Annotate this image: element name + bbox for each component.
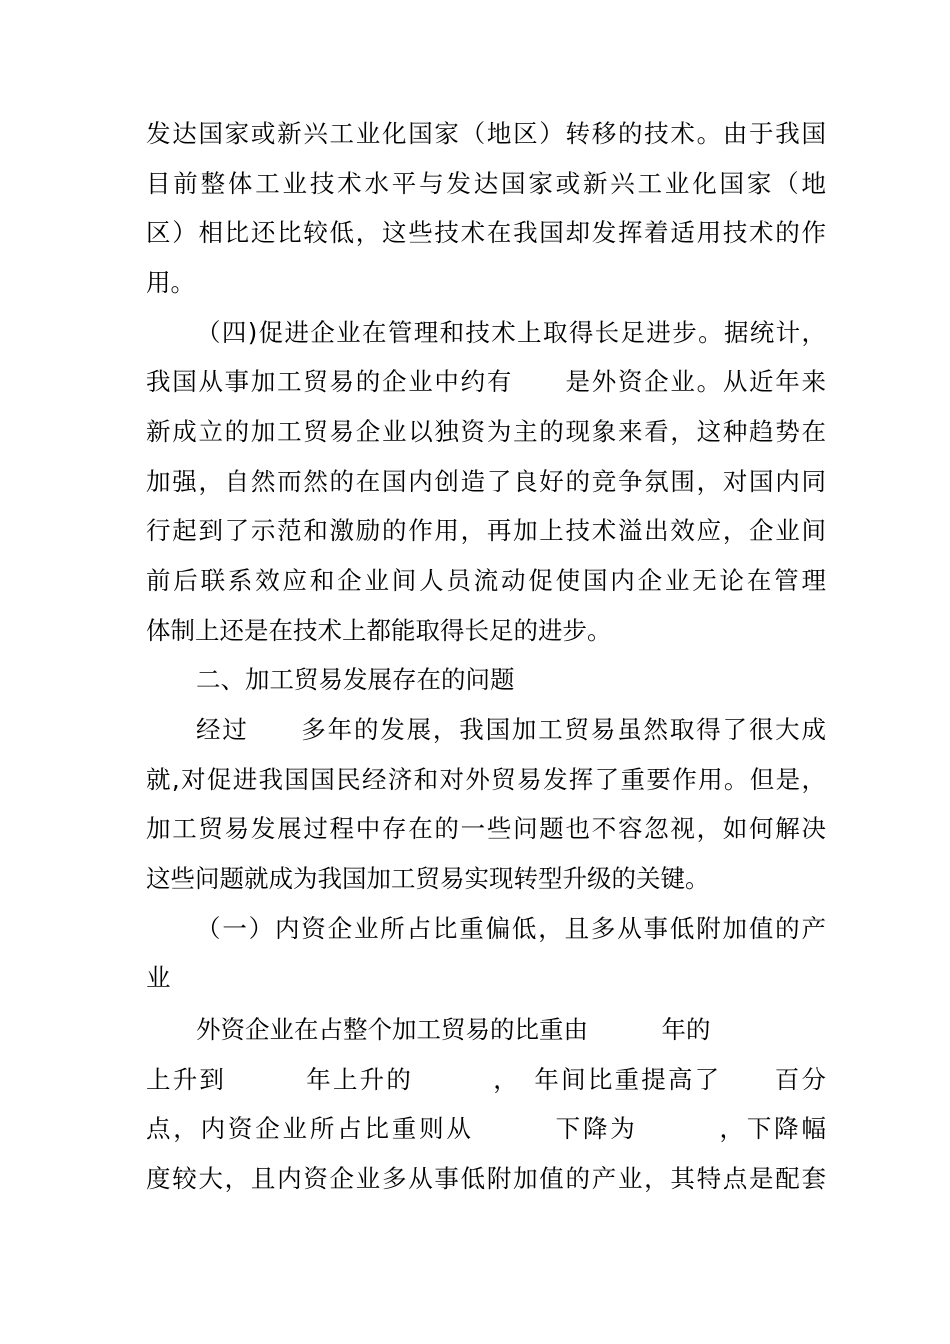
text-line: 度较大，且内资企业多从事低附加值的产业，其特点是配套: [146, 1164, 826, 1193]
text-line: 行起到了示范和激励的作用，再加上技术溢出效应，企业间: [146, 516, 826, 545]
section-heading-two: 二、加工贸易发展存在的问题: [196, 665, 515, 694]
text-line: 体制上还是在技术上都能取得长足的进步。: [146, 616, 612, 645]
text-line: 外资企业在占整个加工贸易的比重由 年的: [196, 1015, 711, 1044]
text-line: 新成立的加工贸易企业以独资为主的现象来看，这种趋势在: [146, 417, 826, 446]
text-line: 经过 多年的发展，我国加工贸易虽然取得了很大成: [196, 715, 826, 744]
section-heading-four: （四)促进企业在管理和技术上取得长足进步。据统计，: [196, 318, 826, 347]
text-line: 就,对促进我国国民经济和对外贸易发挥了重要作用。但是，: [146, 765, 826, 794]
text-line: 加工贸易发展过程中存在的一些问题也不容忽视，如何解决: [146, 814, 826, 843]
text-line: 上升到 年上升的 ， 年间比重提高了 百分: [146, 1065, 826, 1094]
text-line: 点，内资企业所占比重则从 下降为 ，下降幅: [146, 1114, 826, 1143]
text-line: 这些问题就成为我国加工贸易实现转型升级的关键。: [146, 864, 710, 893]
text-line: 发达国家或新兴工业化国家（地区）转移的技术。由于我国: [146, 119, 826, 148]
text-line: 目前整体工业技术水平与发达国家或新兴工业化国家（地: [146, 169, 826, 198]
text-line: 前后联系效应和企业间人员流动促使国内企业无论在管理: [146, 566, 826, 595]
text-line: 区）相比还比较低，这些技术在我国却发挥着适用技术的作: [146, 218, 826, 247]
text-line: 我国从事加工贸易的企业中约有 是外资企业。从近年来: [146, 367, 826, 396]
subsection-heading-one: （一）内资企业所占比重偏低，且多从事低附加值的产: [196, 914, 826, 943]
subsection-heading-one-cont: 业: [146, 963, 171, 992]
text-line: 加强，自然而然的在国内创造了良好的竞争氛围，对国内同: [146, 467, 826, 496]
text-line: 用。: [146, 268, 195, 297]
